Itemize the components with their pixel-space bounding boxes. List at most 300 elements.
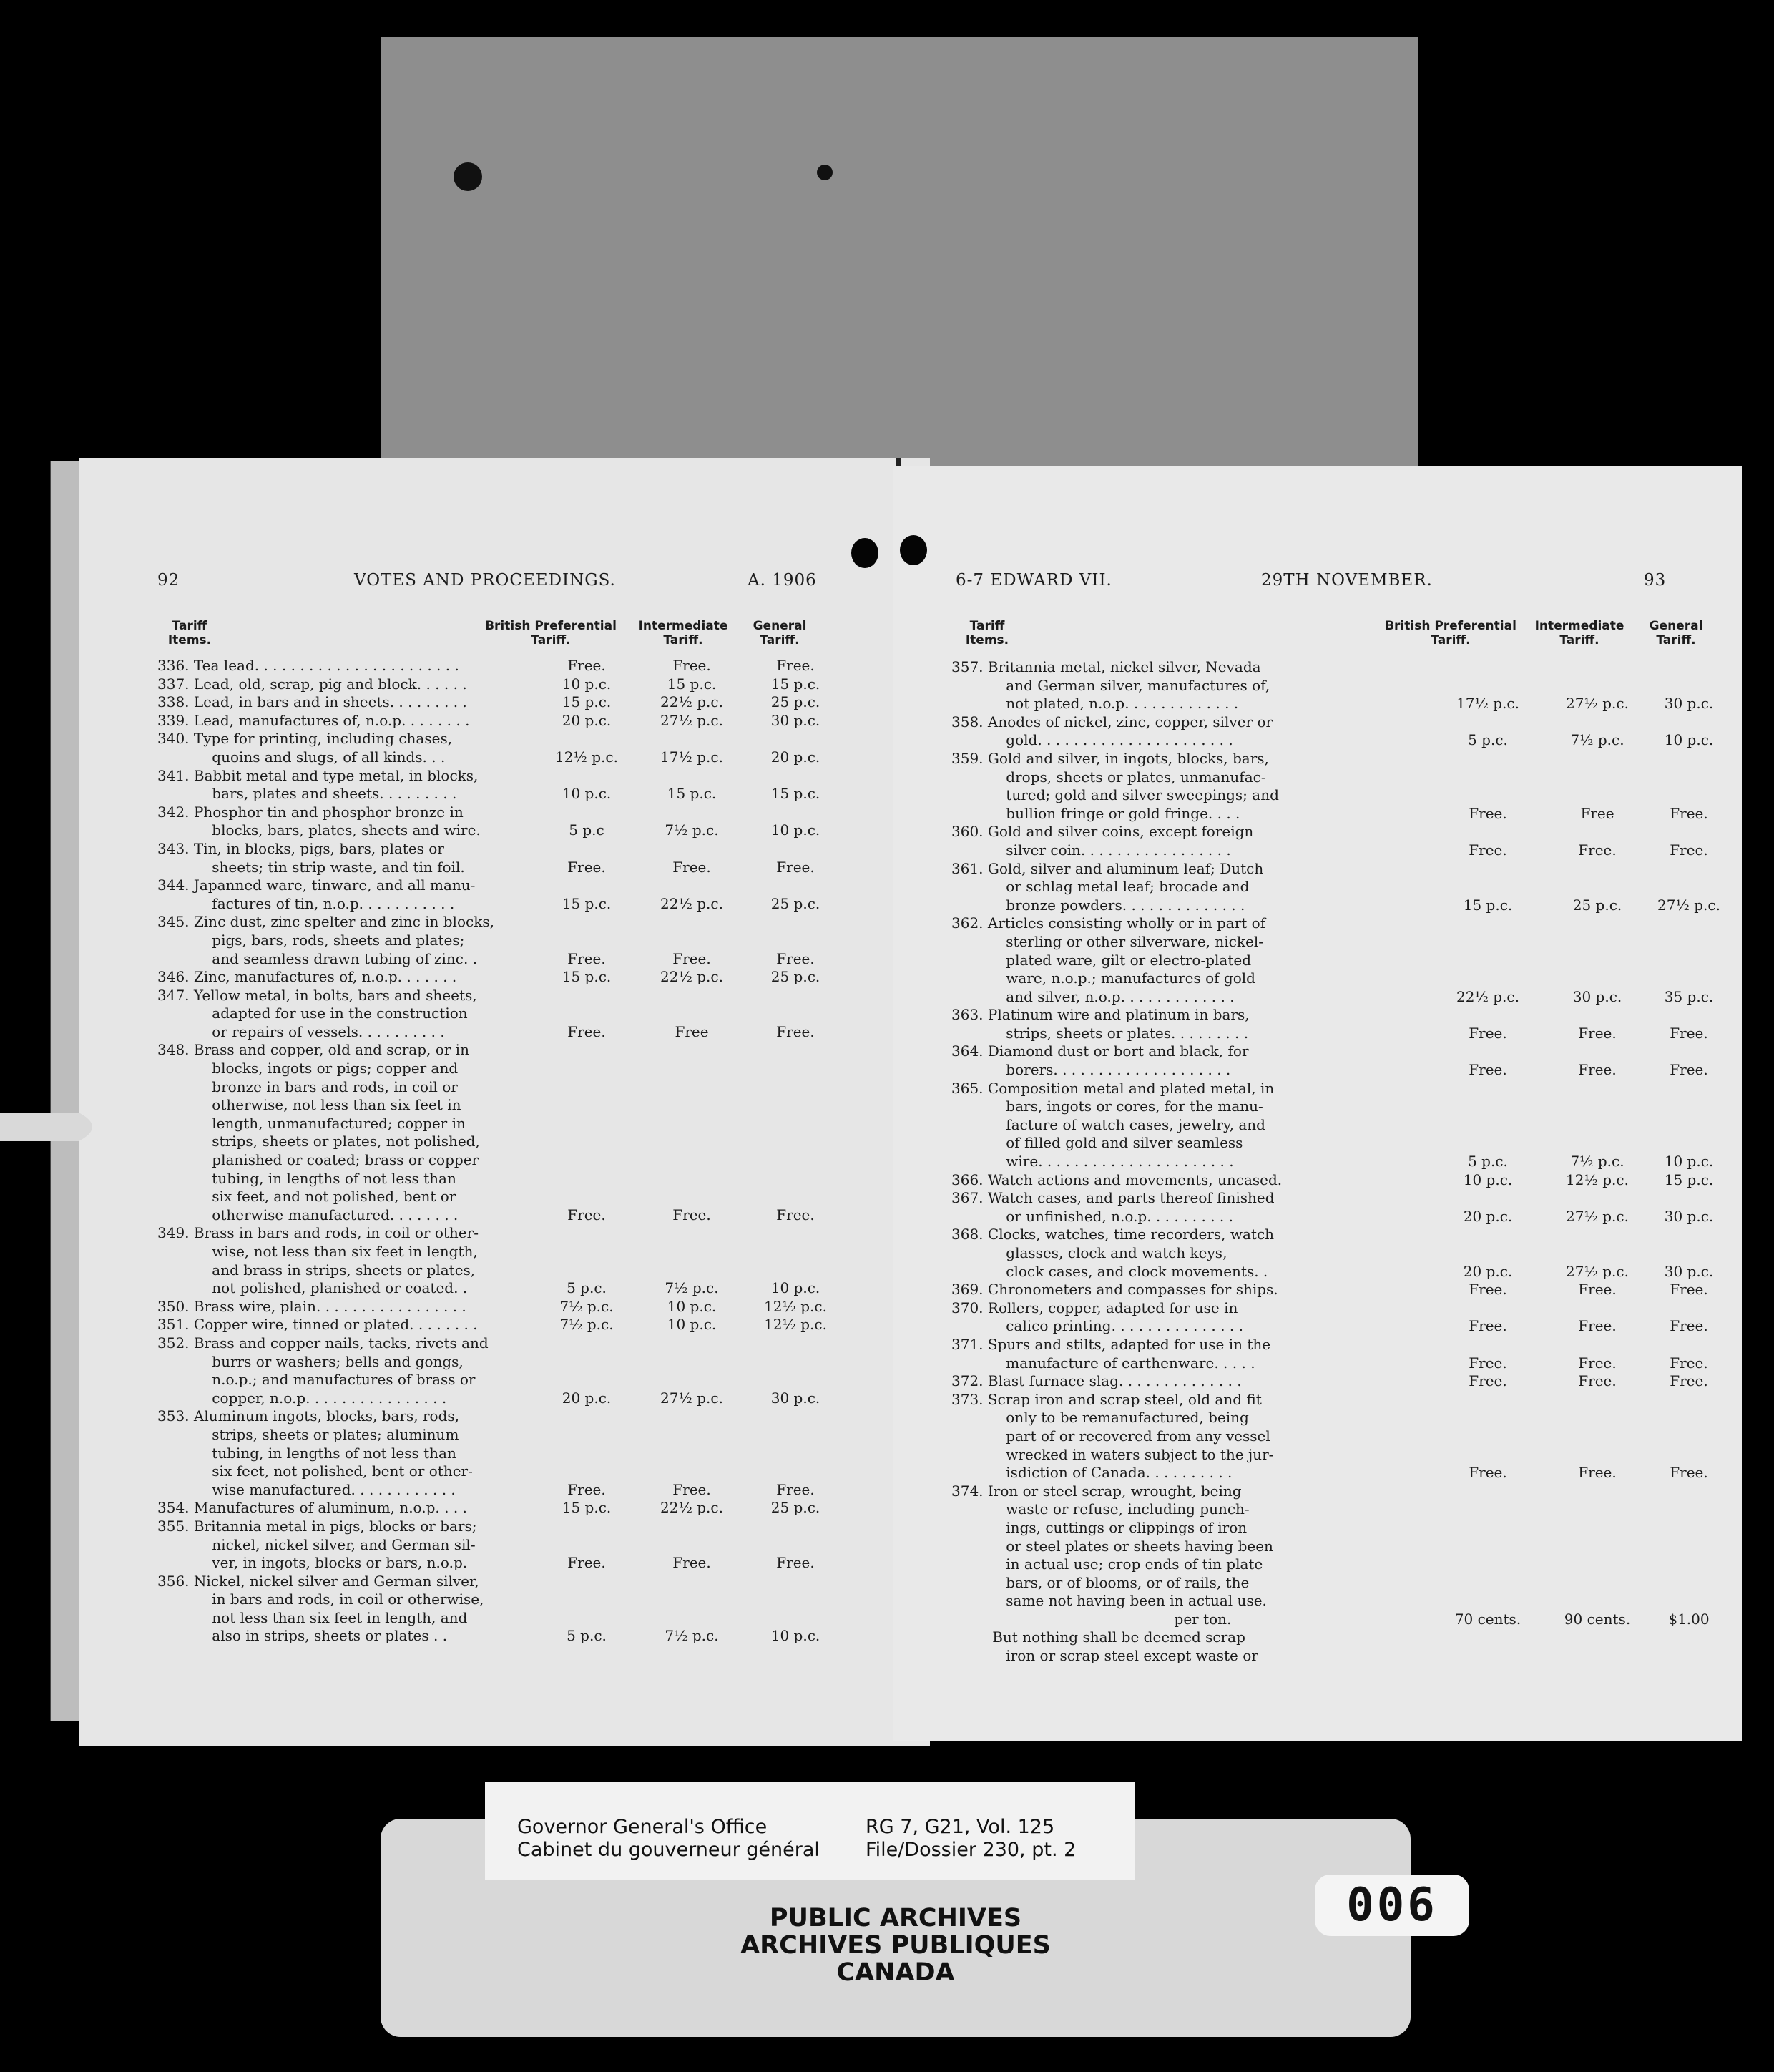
tariff-item-text: 356. Nickel, nickel silver and German silver, bbox=[157, 1572, 479, 1590]
table-row bbox=[893, 988, 1742, 1007]
tariff-item-text: factures of tin, n.o.p. . . . . . . . . . . bbox=[157, 894, 455, 912]
table-row bbox=[79, 895, 930, 914]
table-row bbox=[893, 1647, 1742, 1666]
table-row bbox=[893, 1171, 1742, 1190]
general-rate: 27½ p.c. bbox=[1657, 896, 1720, 914]
british-rate: 15 p.c. bbox=[562, 1499, 612, 1517]
general-rate: Free. bbox=[776, 1554, 815, 1572]
table-row bbox=[893, 750, 1742, 768]
table-row bbox=[893, 952, 1742, 970]
tariff-item-text: iron or scrap steel except waste or bbox=[951, 1647, 1258, 1665]
table-row bbox=[893, 713, 1742, 732]
british-rate: 15 p.c. bbox=[562, 894, 612, 912]
table-row bbox=[893, 1116, 1742, 1135]
column-header-british: British Preferential Tariff. bbox=[485, 619, 617, 648]
table-row bbox=[79, 712, 930, 730]
general-rate: 15 p.c. bbox=[770, 785, 820, 803]
british-rate: 10 p.c. bbox=[562, 785, 612, 803]
tariff-item-text: 341. Babbit metal and type metal, in blocks, bbox=[157, 766, 479, 784]
frame-number: 006 bbox=[1315, 1875, 1469, 1936]
table-row bbox=[79, 1316, 930, 1334]
column-header-items: Tariff Items. bbox=[167, 619, 212, 648]
general-rate: Free. bbox=[1670, 1464, 1708, 1482]
table-row bbox=[893, 1025, 1742, 1043]
general-rate: Free. bbox=[776, 1480, 815, 1498]
tariff-item-text: plated ware, gilt or electro-plated bbox=[951, 951, 1252, 969]
tariff-item-text: and brass in strips, sheets or plates, bbox=[157, 1261, 476, 1279]
table-row bbox=[893, 841, 1742, 860]
tariff-item-text: strips, sheets or plates; aluminum bbox=[157, 1425, 459, 1443]
tariff-item-text: adapted for use in the construction bbox=[157, 1005, 468, 1022]
table-row bbox=[79, 1060, 930, 1078]
intermediate-rate: 22½ p.c. bbox=[660, 968, 723, 986]
tariff-item-text: blocks, ingots or pigs; copper and bbox=[157, 1060, 459, 1077]
tariff-item-text: and silver, n.o.p. . . . . . . . . . . . . bbox=[951, 987, 1235, 1005]
tariff-item-text: 361. Gold, silver and aluminum leaf; Dutch bbox=[951, 859, 1264, 877]
intermediate-rate: 27½ p.c. bbox=[660, 711, 723, 729]
table-row bbox=[893, 1574, 1742, 1593]
tariff-item-text: 349. Brass in bars and rods, in coil or other- bbox=[157, 1224, 479, 1242]
table-row bbox=[79, 1481, 930, 1500]
table-row bbox=[79, 1279, 930, 1298]
table-row bbox=[893, 1519, 1742, 1538]
table-row bbox=[893, 1226, 1742, 1244]
general-rate: $1.00 bbox=[1668, 1610, 1710, 1628]
tariff-item-text: 373. Scrap iron and scrap steel, old and fit bbox=[951, 1390, 1262, 1408]
table-row bbox=[79, 1499, 930, 1518]
bookmark-tab bbox=[0, 1109, 106, 1145]
british-rate: 20 p.c. bbox=[562, 711, 612, 729]
general-rate: 12½ p.c. bbox=[764, 1316, 827, 1334]
intermediate-rate: Free. bbox=[672, 1206, 711, 1223]
general-rate: Free. bbox=[776, 657, 815, 674]
intermediate-rate: Free bbox=[1580, 804, 1614, 822]
table-row bbox=[79, 1426, 930, 1445]
tariff-item-text: 353. Aluminum ingots, blocks, bars, rods, bbox=[157, 1407, 460, 1425]
tariff-item-text: 366. Watch actions and movements, uncased. bbox=[951, 1171, 1283, 1188]
table-row bbox=[893, 1263, 1742, 1281]
intermediate-rate: 27½ p.c. bbox=[1566, 1262, 1629, 1280]
tariff-item-text: not polished, planished or coated. . bbox=[157, 1279, 468, 1297]
table-row bbox=[79, 821, 930, 840]
tariff-item-text: burrs or washers; bells and gongs, bbox=[157, 1352, 464, 1370]
table-row bbox=[79, 987, 930, 1005]
table-row bbox=[79, 1609, 930, 1628]
intermediate-rate: Free. bbox=[1578, 1372, 1617, 1390]
british-rate: Free. bbox=[1469, 1317, 1507, 1335]
intermediate-rate: 7½ p.c. bbox=[1570, 1153, 1624, 1171]
intermediate-rate: 12½ p.c. bbox=[1566, 1171, 1629, 1188]
general-rate: 30 p.c. bbox=[1664, 1207, 1714, 1225]
british-rate: Free. bbox=[1469, 1464, 1507, 1482]
table-row bbox=[893, 1244, 1742, 1263]
tariff-item-text: isdiction of Canada. . . . . . . . . . bbox=[951, 1464, 1233, 1482]
table-row bbox=[79, 1133, 930, 1151]
intermediate-rate: 22½ p.c. bbox=[660, 894, 723, 912]
table-row bbox=[79, 675, 930, 694]
reference-label bbox=[485, 1782, 1135, 1880]
tariff-item-text: 340. Type for printing, including chases, bbox=[157, 730, 453, 748]
table-row bbox=[79, 1627, 930, 1646]
table-row bbox=[79, 913, 930, 932]
tariff-item-text: wise, not less than six feet in length, bbox=[157, 1243, 478, 1260]
left-page bbox=[79, 458, 930, 1746]
general-rate: 25 p.c. bbox=[770, 968, 820, 986]
table-row bbox=[79, 840, 930, 859]
tariff-item-text: and seamless drawn tubing of zinc. . bbox=[157, 949, 478, 967]
table-row bbox=[893, 658, 1742, 677]
archive-line-2: ARCHIVES PUBLIQUES bbox=[740, 1931, 1051, 1960]
intermediate-rate: Free bbox=[675, 1022, 709, 1040]
general-rate: Free. bbox=[1670, 1372, 1708, 1390]
table-row bbox=[893, 1208, 1742, 1226]
table-row bbox=[79, 1115, 930, 1133]
table-row bbox=[79, 1407, 930, 1426]
tariff-item-text: not plated, n.o.p. . . . . . . . . . . . . bbox=[951, 695, 1239, 713]
tariff-item-text: also in strips, sheets or plates . . bbox=[157, 1627, 448, 1645]
british-rate: 20 p.c. bbox=[562, 1389, 612, 1407]
intermediate-rate: 15 p.c. bbox=[667, 675, 717, 693]
tariff-item-text: 372. Blast furnace slag. . . . . . . . . . . . . . bbox=[951, 1372, 1242, 1390]
table-row bbox=[893, 860, 1742, 879]
table-row bbox=[893, 1538, 1742, 1556]
general-rate: 30 p.c. bbox=[1664, 1262, 1714, 1280]
tariff-item-text: tubing, in lengths of not less than bbox=[157, 1444, 456, 1462]
table-row bbox=[893, 1317, 1742, 1336]
table-row bbox=[79, 1371, 930, 1389]
intermediate-rate: 7½ p.c. bbox=[1570, 731, 1624, 749]
intermediate-rate: Free. bbox=[672, 858, 711, 876]
table-row bbox=[79, 1389, 930, 1408]
page-number: 92 bbox=[157, 571, 180, 590]
table-row bbox=[79, 1078, 930, 1097]
table-row bbox=[893, 695, 1742, 713]
british-rate: 7½ p.c. bbox=[559, 1297, 614, 1315]
general-rate: Free. bbox=[1670, 1281, 1708, 1299]
tariff-item-text: 345. Zinc dust, zinc spelter and zinc in blocks, bbox=[157, 913, 494, 931]
tariff-item-text: facture of watch cases, jewelry, and bbox=[951, 1115, 1265, 1133]
table-row bbox=[893, 1628, 1742, 1647]
tariff-item-text: 343. Tin, in blocks, pigs, bars, plates or bbox=[157, 839, 444, 857]
tariff-item-text: 360. Gold and silver coins, except foreign bbox=[951, 823, 1254, 841]
british-rate: 5 p.c. bbox=[1468, 731, 1508, 749]
table-row bbox=[893, 731, 1742, 750]
table-row bbox=[79, 803, 930, 822]
table-row bbox=[893, 1354, 1742, 1373]
table-row bbox=[79, 1334, 930, 1353]
british-rate: 15 p.c. bbox=[562, 968, 612, 986]
british-rate: Free. bbox=[1469, 1061, 1507, 1079]
general-rate: 30 p.c. bbox=[1664, 695, 1714, 713]
tariff-item-text: calico printing. . . . . . . . . . . . . . . bbox=[951, 1317, 1243, 1335]
intermediate-rate: Free. bbox=[1578, 1024, 1617, 1042]
table-row bbox=[893, 1098, 1742, 1116]
table-row bbox=[893, 1611, 1742, 1629]
tariff-item-text: bars, or of blooms, or of rails, the bbox=[951, 1573, 1250, 1591]
punch-hole bbox=[900, 535, 927, 565]
table-row bbox=[893, 1464, 1742, 1482]
table-row bbox=[79, 968, 930, 987]
tariff-table bbox=[893, 658, 1742, 1666]
tariff-item-text: in bars and rods, in coil or otherwise, bbox=[157, 1590, 484, 1608]
british-rate: 12½ p.c. bbox=[555, 748, 618, 766]
tariff-item-text: 339. Lead, manufactures of, n.o.p. . . . . . . . bbox=[157, 711, 470, 729]
envelope-backing bbox=[381, 37, 1418, 466]
tariff-item-text: ware, n.o.p.; manufactures of gold bbox=[951, 969, 1255, 987]
table-row bbox=[79, 1224, 930, 1243]
tariff-item-text: silver coin. . . . . . . . . . . . . . . . . bbox=[951, 841, 1231, 859]
tariff-item-text: quoins and slugs, of all kinds. . . bbox=[157, 748, 446, 766]
tariff-item-text: part of or recovered from any vessel bbox=[951, 1427, 1270, 1445]
tariff-item-text: strips, sheets or plates. . . . . . . . . bbox=[951, 1024, 1249, 1042]
tariff-item-text: 363. Platinum wire and platinum in bars, bbox=[951, 1006, 1250, 1024]
punch-hole bbox=[817, 165, 833, 180]
table-row bbox=[79, 1243, 930, 1261]
tariff-item-text: in actual use; crop ends of tin plate bbox=[951, 1555, 1263, 1573]
british-rate: 22½ p.c. bbox=[1456, 987, 1519, 1005]
table-row bbox=[893, 1299, 1742, 1318]
intermediate-rate: 27½ p.c. bbox=[660, 1389, 723, 1407]
tariff-item-text: wise manufactured. . . . . . . . . . . . bbox=[157, 1480, 456, 1498]
intermediate-rate: Free. bbox=[672, 1554, 711, 1572]
table-row bbox=[893, 786, 1742, 805]
table-row bbox=[79, 1005, 930, 1023]
table-row bbox=[893, 1555, 1742, 1574]
general-rate: 15 p.c. bbox=[1664, 1171, 1714, 1188]
table-row bbox=[893, 969, 1742, 988]
table-row bbox=[79, 859, 930, 877]
table-row bbox=[893, 914, 1742, 933]
intermediate-rate: 27½ p.c. bbox=[1566, 695, 1629, 713]
british-rate: Free. bbox=[567, 858, 606, 876]
table-row bbox=[79, 785, 930, 803]
tariff-item-text: 358. Anodes of nickel, zinc, copper, silver or bbox=[951, 713, 1273, 730]
archive-line-1: PUBLIC ARCHIVES bbox=[769, 1904, 1022, 1932]
tariff-item-text: gold. . . . . . . . . . . . . . . . . . . . . . bbox=[951, 731, 1233, 749]
general-rate: 12½ p.c. bbox=[764, 1297, 827, 1315]
tariff-item-text: not less than six feet in length, and bbox=[157, 1608, 468, 1626]
tariff-item-text: 348. Brass and copper, old and scrap, or in bbox=[157, 1041, 469, 1059]
intermediate-rate: Free. bbox=[1578, 1317, 1617, 1335]
column-header-intermediate: Intermediate Tariff. bbox=[1534, 619, 1624, 648]
tariff-item-text: per ton. bbox=[951, 1610, 1232, 1628]
intermediate-rate: 17½ p.c. bbox=[660, 748, 723, 766]
general-rate: 10 p.c. bbox=[770, 821, 820, 839]
british-rate: Free. bbox=[567, 1480, 606, 1498]
tariff-item-text: sterling or other silverware, nickel- bbox=[951, 932, 1263, 950]
table-row bbox=[893, 1080, 1742, 1098]
intermediate-rate: Free. bbox=[672, 949, 711, 967]
tariff-item-text: strips, sheets or plates, not polished, bbox=[157, 1133, 480, 1150]
british-rate: Free. bbox=[1469, 804, 1507, 822]
table-row bbox=[893, 896, 1742, 915]
tariff-item-text: 355. Britannia metal in pigs, blocks or bars; bbox=[157, 1517, 477, 1535]
tariff-item-text: 344. Japanned ware, tinware, and all manu- bbox=[157, 876, 476, 894]
table-row bbox=[79, 1353, 930, 1372]
general-rate: Free. bbox=[1670, 1354, 1708, 1372]
tariff-item-text: planished or coated; brass or copper bbox=[157, 1151, 479, 1169]
tariff-item-text: tured; gold and silver sweepings; and bbox=[951, 786, 1279, 804]
table-row bbox=[79, 1462, 930, 1481]
table-row bbox=[79, 1151, 930, 1170]
tariff-item-text: otherwise, not less than six feet in bbox=[157, 1096, 461, 1114]
general-rate: Free. bbox=[776, 858, 815, 876]
tariff-item-text: only to be remanufactured, being bbox=[951, 1409, 1249, 1427]
british-rate: 15 p.c. bbox=[1463, 896, 1513, 914]
table-row bbox=[79, 1536, 930, 1555]
page-number: 93 bbox=[1644, 571, 1667, 590]
intermediate-rate: Free. bbox=[1578, 1354, 1617, 1372]
tariff-item-text: or schlag metal leaf; brocade and bbox=[951, 878, 1250, 896]
column-header-general: General Tariff. bbox=[753, 619, 807, 648]
general-rate: Free. bbox=[1670, 1317, 1708, 1335]
column-header-intermediate: Intermediate Tariff. bbox=[638, 619, 728, 648]
british-rate: Free. bbox=[567, 1022, 606, 1040]
general-rate: 15 p.c. bbox=[770, 675, 820, 693]
tariff-item-text: same not having been in actual use. bbox=[951, 1592, 1267, 1610]
general-rate: 25 p.c. bbox=[770, 693, 820, 711]
general-rate: 25 p.c. bbox=[770, 894, 820, 912]
general-rate: 30 p.c. bbox=[770, 1389, 820, 1407]
tariff-item-text: 350. Brass wire, plain. . . . . . . . . . . . . . . . . bbox=[157, 1297, 466, 1315]
table-row bbox=[79, 1445, 930, 1463]
table-row bbox=[893, 1281, 1742, 1299]
intermediate-rate: 30 p.c. bbox=[1572, 987, 1622, 1005]
tariff-item-text: 336. Tea lead. . . . . . . . . . . . . . . . . . . . . . . bbox=[157, 657, 459, 674]
tariff-item-text: six feet, not polished, bent or other- bbox=[157, 1462, 473, 1480]
tariff-item-text: bullion fringe or gold fringe. . . . bbox=[951, 804, 1240, 822]
table-row bbox=[893, 1189, 1742, 1208]
tariff-item-text: n.o.p.; and manufactures of brass or bbox=[157, 1371, 476, 1389]
tariff-item-text: and German silver, manufactures of, bbox=[951, 676, 1270, 694]
general-rate: Free. bbox=[1670, 841, 1708, 859]
table-row bbox=[893, 1042, 1742, 1061]
general-rate: Free. bbox=[1670, 1024, 1708, 1042]
tariff-item-text: 346. Zinc, manufactures of, n.o.p. . . . . . . bbox=[157, 968, 457, 986]
british-rate: Free. bbox=[1469, 841, 1507, 859]
table-row bbox=[893, 1409, 1742, 1427]
general-rate: 20 p.c. bbox=[770, 748, 820, 766]
table-row bbox=[893, 878, 1742, 896]
table-row bbox=[79, 950, 930, 969]
tariff-item-text: borers. . . . . . . . . . . . . . . . . . . . bbox=[951, 1061, 1231, 1079]
general-rate: Free. bbox=[776, 949, 815, 967]
tariff-item-text: clock cases, and clock movements. . bbox=[951, 1262, 1268, 1280]
tariff-item-text: 370. Rollers, copper, adapted for use in bbox=[951, 1299, 1238, 1316]
tariff-item-text: bars, plates and sheets. . . . . . . . . bbox=[157, 785, 457, 803]
british-rate: Free. bbox=[567, 949, 606, 967]
british-rate: 15 p.c. bbox=[562, 693, 612, 711]
tariff-item-text: otherwise manufactured. . . . . . . . bbox=[157, 1206, 459, 1223]
tariff-item-text: 374. Iron or steel scrap, wrought, being bbox=[951, 1482, 1242, 1500]
table-row bbox=[79, 1096, 930, 1115]
table-row bbox=[79, 1518, 930, 1536]
general-rate: Free. bbox=[1670, 804, 1708, 822]
table-row bbox=[893, 1446, 1742, 1465]
british-rate: 10 p.c. bbox=[1463, 1171, 1513, 1188]
table-row bbox=[79, 1023, 930, 1042]
intermediate-rate: 7½ p.c. bbox=[665, 1627, 719, 1645]
tariff-item-text: 342. Phosphor tin and phosphor bronze in bbox=[157, 803, 464, 821]
tariff-item-text: 347. Yellow metal, in bolts, bars and sheets, bbox=[157, 986, 477, 1004]
british-rate: Free. bbox=[567, 1206, 606, 1223]
column-header-general: General Tariff. bbox=[1649, 619, 1703, 648]
table-row bbox=[79, 1298, 930, 1316]
tariff-table bbox=[79, 657, 930, 1646]
tariff-item-text: blocks, bars, plates, sheets and wire. bbox=[157, 821, 481, 839]
table-row bbox=[893, 1134, 1742, 1153]
general-rate: 10 p.c. bbox=[1664, 731, 1714, 749]
tariff-item-text: 369. Chronometers and compasses for ships. bbox=[951, 1281, 1278, 1299]
tariff-item-text: 359. Gold and silver, in ingots, blocks, bars, bbox=[951, 749, 1269, 767]
general-rate: Free. bbox=[1670, 1061, 1708, 1079]
tariff-item-text: bronze in bars and rods, in coil or bbox=[157, 1077, 458, 1095]
tariff-item-text: 338. Lead, in bars and in sheets. . . . . . . . . bbox=[157, 693, 467, 711]
intermediate-rate: 10 p.c. bbox=[667, 1297, 717, 1315]
intermediate-rate: 10 p.c. bbox=[667, 1316, 717, 1334]
tariff-item-text: nickel, nickel silver, and German sil- bbox=[157, 1535, 476, 1553]
archive-line-3: CANADA bbox=[836, 1958, 955, 1987]
table-row bbox=[79, 876, 930, 895]
year-label: A. 1906 bbox=[748, 571, 817, 590]
tariff-item-text: 351. Copper wire, tinned or plated. . . . . . . . bbox=[157, 1316, 478, 1334]
british-rate: 7½ p.c. bbox=[559, 1316, 614, 1334]
british-rate: 5 p.c bbox=[569, 821, 604, 839]
general-rate: 10 p.c. bbox=[1664, 1153, 1714, 1171]
intermediate-rate: Free. bbox=[1578, 1061, 1617, 1079]
punch-hole bbox=[454, 162, 482, 191]
british-rate: Free. bbox=[1469, 1354, 1507, 1372]
tariff-item-text: glasses, clock and watch keys, bbox=[951, 1244, 1227, 1261]
british-rate: 5 p.c. bbox=[1468, 1153, 1508, 1171]
tariff-item-text: wrecked in waters subject to the jur- bbox=[951, 1445, 1274, 1463]
table-row bbox=[79, 693, 930, 712]
office-name-fr: Cabinet du gouverneur général bbox=[517, 1839, 820, 1861]
table-row bbox=[79, 1261, 930, 1280]
british-rate: Free. bbox=[1469, 1372, 1507, 1390]
general-rate: 10 p.c. bbox=[770, 1279, 820, 1297]
column-header-items: Tariff Items. bbox=[965, 619, 1009, 648]
tariff-item-text: ver, in ingots, blocks or bars, n.o.p. bbox=[157, 1554, 468, 1572]
archive-stamp-text bbox=[381, 1905, 1411, 1986]
reference-line-1: RG 7, G21, Vol. 125 bbox=[866, 1816, 1055, 1838]
tariff-item-text: 357. Britannia metal, nickel silver, Nevada bbox=[951, 658, 1261, 675]
british-rate: Free. bbox=[567, 657, 606, 674]
intermediate-rate: Free. bbox=[1578, 841, 1617, 859]
running-title: 6-7 EDWARD VII. bbox=[956, 571, 1112, 590]
tariff-item-text: 365. Composition metal and plated metal, in bbox=[951, 1079, 1275, 1097]
british-rate: 17½ p.c. bbox=[1456, 695, 1519, 713]
tariff-item-text: 362. Articles consisting wholly or in part of bbox=[951, 914, 1266, 932]
table-row bbox=[79, 767, 930, 786]
tariff-item-text: or unfinished, n.o.p. . . . . . . . . . bbox=[951, 1207, 1234, 1225]
table-row bbox=[79, 1554, 930, 1573]
tariff-item-text: bronze powders. . . . . . . . . . . . . . bbox=[951, 896, 1245, 914]
tariff-item-text: pigs, bars, rods, sheets and plates; bbox=[157, 931, 465, 949]
tariff-item-text: 337. Lead, old, scrap, pig and block. . . . . . bbox=[157, 675, 467, 693]
general-rate: 10 p.c. bbox=[770, 1627, 820, 1645]
table-row bbox=[79, 1573, 930, 1591]
general-rate: 35 p.c. bbox=[1664, 987, 1714, 1005]
british-rate: 5 p.c. bbox=[567, 1279, 607, 1297]
tariff-item-text: or steel plates or sheets having been bbox=[951, 1537, 1273, 1555]
table-row bbox=[893, 1336, 1742, 1354]
reference-line-2: File/Dossier 230, pt. 2 bbox=[866, 1839, 1077, 1861]
intermediate-rate: Free. bbox=[1578, 1464, 1617, 1482]
running-title: VOTES AND PROCEEDINGS. bbox=[354, 571, 616, 590]
table-row bbox=[79, 657, 930, 675]
punch-hole bbox=[851, 538, 878, 568]
